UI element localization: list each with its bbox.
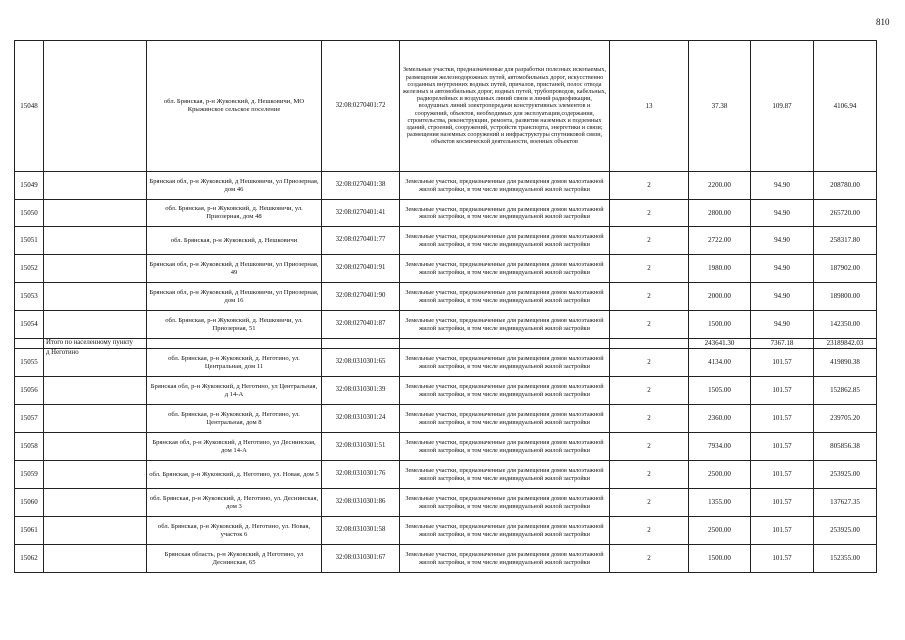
row-number-cell: 15057: [15, 405, 44, 433]
area-cell: 2000.00: [689, 283, 751, 311]
group-cell: 2: [610, 311, 689, 339]
rate-cell: 101.57: [751, 349, 814, 377]
address-cell: обл. Брянская, р-н Жуковский, д. Неготино, ул. Новая, участок 6: [147, 517, 322, 545]
row-number-cell: 15059: [15, 461, 44, 489]
land-use-cell: Земельные участки, предназначенные для размещения домов малоэтажной жилой застройки, в том числе индивидуальной жилой застройки: [400, 200, 610, 227]
table-row: [15, 200, 877, 227]
cadastral-number-cell: 32:08:0310301:65: [322, 349, 400, 377]
settlement-cell: [44, 41, 147, 172]
address-cell: Брянская обл, р-н Жуковский, д Нешковичи, ул Приозерная, 49: [147, 255, 322, 283]
rate-cell: 101.57: [751, 489, 814, 517]
cadastral-number-cell: 32:08:0270401:91: [322, 255, 400, 283]
cadastral-number-cell: 32:08:0270401:77: [322, 227, 400, 255]
table-row: [15, 433, 877, 461]
group-cell: 2: [610, 255, 689, 283]
address-cell: обл. Брянская, р-н Жуковский, д. Неготино, ул. Деснинская, дом 3: [147, 489, 322, 517]
cadastral-number-cell: [322, 339, 400, 349]
land-use-cell: Земельные участки, предназначенные для размещения домов малоэтажной жилой застройки, в том числе индивидуальной жилой застройки: [400, 255, 610, 283]
subtotal-value: 23189842.03: [814, 339, 877, 349]
table-row: [15, 545, 877, 573]
row-number-cell: 15061: [15, 517, 44, 545]
land-use-cell: Земельные участки, предназначенные для разработки полезных ископаемых, размещения железнодорожных путей, автомобильных дорог, искусственно созданных внутренних водных путей, причалов, пристаней, полос отвода железных и автомобильных дорог, водных путей, трубопроводов, кабельных, радиорелейных и воздушных линий связи и линий радиофикации, воздушных линий электропередачи конструктивных элементов и сооружений, объектов, необходимых для эксплуатации,содержания, строительства, реконструкции, ремонта, развития наземных и подземных зданий, строений, сооружений, устройств транспорта, энергетики и связи; размещения наземных сооружений и инфраструктуры спутниковой связи, объектов космической деятельности, военных объектов: [400, 41, 610, 172]
table-row: [15, 489, 877, 517]
row-number-cell: 15058: [15, 433, 44, 461]
table-row: [15, 283, 877, 311]
rate-cell: 94.90: [751, 227, 814, 255]
address-cell: обл. Брянская, р-н Жуковский, д. Нешковичи: [147, 227, 322, 255]
group-cell: 13: [610, 41, 689, 172]
subtotal-row: [15, 339, 877, 349]
page-number: 810: [876, 17, 890, 27]
group-cell: 2: [610, 489, 689, 517]
settlement-cell: [44, 377, 147, 405]
row-number-cell: [15, 339, 44, 349]
rate-cell: 101.57: [751, 377, 814, 405]
cadastral-number-cell: 32:08:0310301:24: [322, 405, 400, 433]
rate-cell: 94.90: [751, 200, 814, 227]
cadastral-value-cell: 253925.00: [814, 517, 877, 545]
group-cell: [610, 339, 689, 349]
cadastral-value-cell: 239705.20: [814, 405, 877, 433]
settlement-cell: [44, 227, 147, 255]
group-cell: 2: [610, 405, 689, 433]
area-cell: 2500.00: [689, 517, 751, 545]
address-cell: Брянская область, р-н Жуковский, д Неготино, ул Деснинская, 65: [147, 545, 322, 573]
table-row: [15, 255, 877, 283]
group-cell: 2: [610, 545, 689, 573]
address-cell: обл. Брянская, р-н Жуковский, д. Нешковичи, ул. Приозерная, дом 48: [147, 200, 322, 227]
cadastral-number-cell: 32:08:0270401:38: [322, 172, 400, 200]
group-cell: 2: [610, 283, 689, 311]
cadastral-number-cell: 32:08:0310301:67: [322, 545, 400, 573]
table-row: [15, 172, 877, 200]
settlement-cell: [44, 311, 147, 339]
table-row: [15, 41, 877, 172]
area-cell: 2360.00: [689, 405, 751, 433]
cadastral-value-cell: 258317.80: [814, 227, 877, 255]
rate-cell: 94.90: [751, 311, 814, 339]
rate-cell: 101.57: [751, 433, 814, 461]
table-row: [15, 227, 877, 255]
land-use-cell: Земельные участки, предназначенные для размещения домов малоэтажной жилой застройки, в том числе индивидуальной жилой застройки: [400, 349, 610, 377]
address-cell: обл. Брянская, р-н Жуковский, д. Неготино, ул. Новая, дом 5: [147, 461, 322, 489]
row-number-cell: 15056: [15, 377, 44, 405]
cadastral-value-cell: 142350.00: [814, 311, 877, 339]
area-cell: 7934.00: [689, 433, 751, 461]
area-cell: 2200.00: [689, 172, 751, 200]
cadastral-number-cell: 32:08:0310301:39: [322, 377, 400, 405]
land-use-cell: Земельные участки, предназначенные для размещения домов малоэтажной жилой застройки, в том числе индивидуальной жилой застройки: [400, 545, 610, 573]
cadastral-value-cell: 208780.00: [814, 172, 877, 200]
row-number-cell: 15051: [15, 227, 44, 255]
settlement-cell: [44, 489, 147, 517]
group-cell: 2: [610, 172, 689, 200]
area-cell: 37.38: [689, 41, 751, 172]
land-use-cell: Земельные участки, предназначенные для размещения домов малоэтажной жилой застройки, в том числе индивидуальной жилой застройки: [400, 311, 610, 339]
subtotal-area: 243641.30: [689, 339, 751, 349]
row-number-cell: 15053: [15, 283, 44, 311]
cadastral-number-cell: 32:08:0310301:51: [322, 433, 400, 461]
rate-cell: 94.90: [751, 255, 814, 283]
cadastral-value-cell: 265720.00: [814, 200, 877, 227]
address-cell: Брянская обл, р-н Жуковский, д Нешковичи, ул Приозерная, дом 16: [147, 283, 322, 311]
cadastral-value-cell: 253925.00: [814, 461, 877, 489]
land-use-cell: Земельные участки, предназначенные для размещения домов малоэтажной жилой застройки, в том числе индивидуальной жилой застройки: [400, 377, 610, 405]
area-cell: 2722.00: [689, 227, 751, 255]
cadastral-number-cell: 32:08:0310301:58: [322, 517, 400, 545]
settlement-cell: [44, 405, 147, 433]
row-number-cell: 15052: [15, 255, 44, 283]
row-number-cell: 15050: [15, 200, 44, 227]
area-cell: 1505.00: [689, 377, 751, 405]
settlement-cell: [44, 461, 147, 489]
land-use-cell: Земельные участки, предназначенные для размещения домов малоэтажной жилой застройки, в том числе индивидуальной жилой застройки: [400, 517, 610, 545]
table-row: [15, 377, 877, 405]
rate-cell: 101.57: [751, 461, 814, 489]
address-cell: обл. Брянская, р-н Жуковский, д. Неготино, ул. Центральная, дом 8: [147, 405, 322, 433]
address-cell: Брянская обл, р-н Жуковский, д Неготино, ул Деснинская, дом 14-А: [147, 433, 322, 461]
group-cell: 2: [610, 377, 689, 405]
address-cell: Брянская обл, р-н Жуковский, д Нешковичи, ул Приозерная, дом 46: [147, 172, 322, 200]
rate-cell: 94.90: [751, 172, 814, 200]
area-cell: 2500.00: [689, 461, 751, 489]
area-cell: 1500.00: [689, 311, 751, 339]
cadastral-number-cell: 32:08:0310301:86: [322, 489, 400, 517]
address-cell: обл. Брянская, р-н Жуковский, д. Неготино, ул. Центральная, дом 11: [147, 349, 322, 377]
area-cell: 4134.00: [689, 349, 751, 377]
cadastral-value-cell: 152862.85: [814, 377, 877, 405]
settlement-cell: [44, 545, 147, 573]
settlement-cell: [44, 172, 147, 200]
address-cell: обл. Брянская, р-н Жуковский, д. Нешковичи, МО Крыжинское сельское поселение: [147, 41, 322, 172]
area-cell: 2800.00: [689, 200, 751, 227]
cadastral-number-cell: 32:08:0270401:41: [322, 200, 400, 227]
table-row: [15, 349, 877, 377]
settlement-cell: [44, 255, 147, 283]
land-use-cell: Земельные участки, предназначенные для размещения домов малоэтажной жилой застройки, в том числе индивидуальной жилой застройки: [400, 405, 610, 433]
land-registry-table: [14, 40, 877, 573]
row-number-cell: 15062: [15, 545, 44, 573]
land-use-cell: Земельные участки, предназначенные для размещения домов малоэтажной жилой застройки, в том числе индивидуальной жилой застройки: [400, 489, 610, 517]
cadastral-value-cell: 4106.94: [814, 41, 877, 172]
land-use-cell: Земельные участки, предназначенные для размещения домов малоэтажной жилой застройки, в том числе индивидуальной жилой застройки: [400, 433, 610, 461]
land-use-cell: Земельные участки, предназначенные для размещения домов малоэтажной жилой застройки, в том числе индивидуальной жилой застройки: [400, 227, 610, 255]
area-cell: 1355.00: [689, 489, 751, 517]
rate-cell: 94.90: [751, 283, 814, 311]
rate-cell: 101.57: [751, 405, 814, 433]
subtotal-rate: 7367.18: [751, 339, 814, 349]
address-cell: Брянская обл, р-н Жуковский, д Неготино, ул Центральная, д 14-А: [147, 377, 322, 405]
group-cell: 2: [610, 433, 689, 461]
group-cell: 2: [610, 227, 689, 255]
row-number-cell: 15055: [15, 349, 44, 377]
cadastral-value-cell: 805856.38: [814, 433, 877, 461]
cadastral-value-cell: 137627.35: [814, 489, 877, 517]
settlement-cell: д Неготино: [44, 349, 147, 377]
row-number-cell: 15060: [15, 489, 44, 517]
area-cell: 1500.00: [689, 545, 751, 573]
table-row: [15, 405, 877, 433]
land-use-cell: Земельные участки, предназначенные для размещения домов малоэтажной жилой застройки, в том числе индивидуальной жилой застройки: [400, 172, 610, 200]
rate-cell: 101.57: [751, 545, 814, 573]
land-use-cell: Земельные участки, предназначенные для размещения домов малоэтажной жилой застройки, в том числе индивидуальной жилой застройки: [400, 461, 610, 489]
land-use-cell: [400, 339, 610, 349]
table-row: [15, 311, 877, 339]
cadastral-number-cell: 32:08:0270401:72: [322, 41, 400, 172]
row-number-cell: 15048: [15, 41, 44, 172]
settlement-cell: [44, 283, 147, 311]
cadastral-value-cell: 189800.00: [814, 283, 877, 311]
cadastral-number-cell: 32:08:0270401:90: [322, 283, 400, 311]
group-cell: 2: [610, 461, 689, 489]
row-number-cell: 15054: [15, 311, 44, 339]
rate-cell: 101.57: [751, 517, 814, 545]
address-cell: обл. Брянская, р-н Жуковский, д. Нешковичи, ул. Приозерная, 51: [147, 311, 322, 339]
cadastral-number-cell: 32:08:0310301:76: [322, 461, 400, 489]
group-cell: 2: [610, 349, 689, 377]
settlement-cell: [44, 517, 147, 545]
table-row: [15, 517, 877, 545]
settlement-cell: [44, 433, 147, 461]
cadastral-value-cell: 187902.00: [814, 255, 877, 283]
row-number-cell: 15049: [15, 172, 44, 200]
subtotal-label: Итого по населенному пункту: [44, 339, 147, 349]
group-cell: 2: [610, 517, 689, 545]
rate-cell: 109.87: [751, 41, 814, 172]
cadastral-number-cell: 32:08:0270401:87: [322, 311, 400, 339]
cadastral-value-cell: 419890.38: [814, 349, 877, 377]
settlement-cell: [44, 200, 147, 227]
area-cell: 1980.00: [689, 255, 751, 283]
land-use-cell: Земельные участки, предназначенные для размещения домов малоэтажной жилой застройки, в том числе индивидуальной жилой застройки: [400, 283, 610, 311]
group-cell: 2: [610, 200, 689, 227]
registry-body: [15, 41, 877, 573]
table-row: [15, 461, 877, 489]
address-cell: [147, 339, 322, 349]
cadastral-value-cell: 152355.00: [814, 545, 877, 573]
